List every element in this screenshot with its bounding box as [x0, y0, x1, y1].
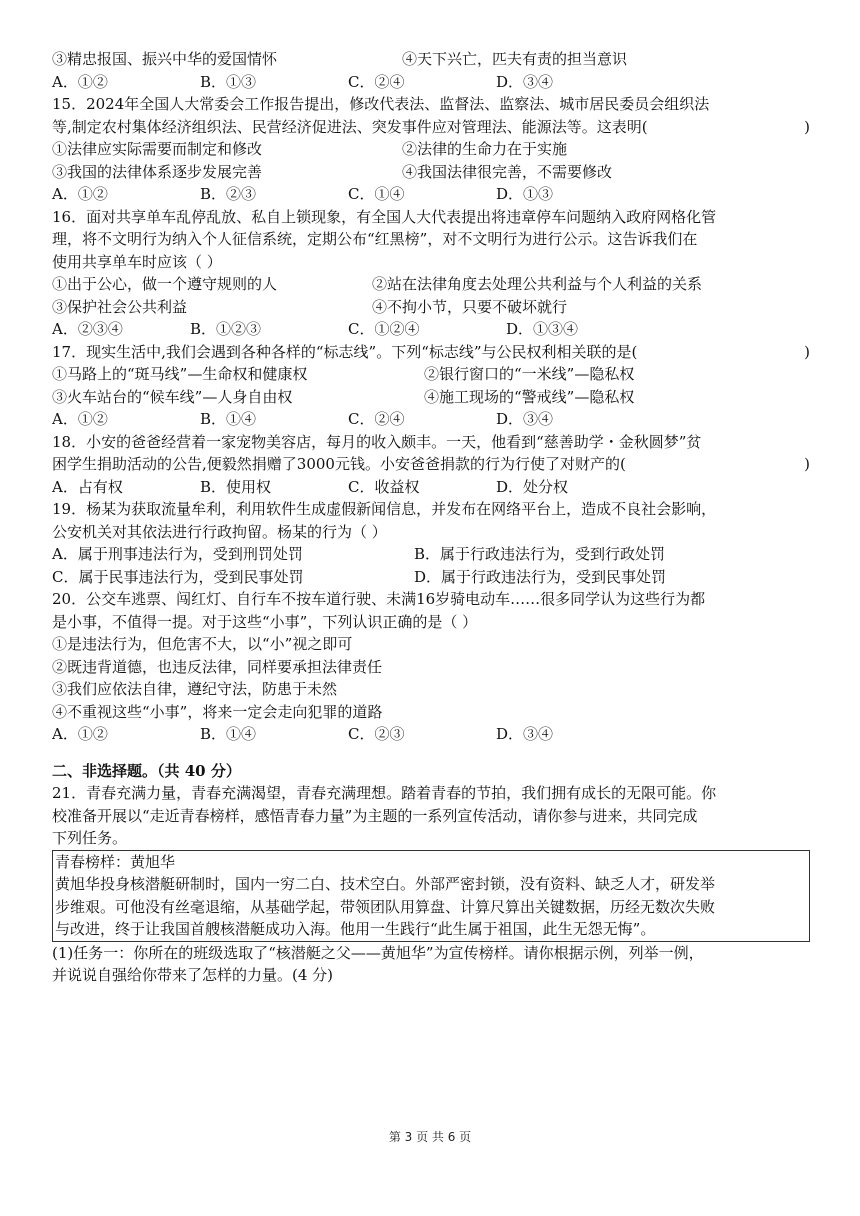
q14-choice-b[interactable]: B．①③ [200, 72, 257, 91]
q19-choices-row-1 [52, 543, 810, 566]
q14-statement-3: ③精忠报国、振兴中华的爱国情怀 [52, 50, 278, 68]
q16-choice-d[interactable]: D．①③④ [506, 320, 579, 338]
q18-choice-a[interactable]: A．占有权 [52, 477, 123, 496]
q16-statements-row-2 [52, 296, 810, 319]
q16-choices [52, 318, 810, 341]
exam-page [52, 48, 810, 987]
q18-choice-b[interactable]: B．使用权 [200, 477, 272, 496]
q19-choice-a[interactable]: A．属于刑事违法行为，受到刑罚处罚 [52, 545, 303, 563]
q20-choice-b[interactable]: B．①④ [200, 725, 257, 743]
q17-answer-paren: ) [804, 342, 810, 361]
q14-choice-d[interactable]: D．③④ [496, 72, 554, 91]
q16-stem-line-2: 理，将不文明行为纳入个人征信系统，定期公布“红黑榜”，对不文明行为进行公示。这告诉我们在 [52, 230, 698, 248]
q15-statement-1: ①法律应实际需要而制定和修改 [52, 140, 263, 158]
q15-statement-3: ③我国的法律体系逐步发展完善 [52, 162, 263, 181]
material-box-title: 青春榜样：黄旭华 [55, 852, 176, 871]
q20-statement-4: ④不重视这些“小事”，将来一定会走向犯罪的道路 [52, 702, 383, 721]
q17-stem-line-1 [52, 341, 810, 364]
q14-options-row [52, 48, 810, 71]
q16-choice-a[interactable]: A．②③④ [52, 320, 123, 338]
q14-choice-a[interactable]: A．①② [52, 72, 108, 91]
q17-statement-1: ①马路上的“斑马线”—生命权和健康权 [52, 365, 308, 383]
q19-choice-c[interactable]: C．属于民事违法行为，受到民事处罚 [52, 567, 304, 586]
q17-choice-b[interactable]: B．①④ [200, 410, 257, 428]
q19-choice-b[interactable]: B．属于行政违法行为，受到行政处罚 [414, 545, 666, 563]
q19-stem-line-1: 19．杨某为获取流量牟利，利用软件生成虚假新闻信息，并发布在网络平台上，造成不良社会影响， [52, 500, 717, 518]
q17-statements-row-2 [52, 386, 810, 409]
q20-statement-1: ①是违法行为，但危害不大，以“小”视之即可 [52, 635, 353, 653]
page-footer: 第 3 页 共 6 页 [388, 1130, 472, 1144]
q15-choice-b[interactable]: B．②③ [200, 185, 257, 203]
q21-stem-line-1: 21．青春充满力量，青春充满渴望，青春充满理想。踏着青春的节拍，我们拥有成长的无限可能。你 [52, 784, 717, 802]
q16-statement-2: ②站在法律角度去处理公共利益与个人利益的关系 [372, 275, 703, 293]
q21-stem-line-2: 校准备开展以“走近青春榜样，感悟青春力量”为主题的一系列宣传活动，请你参与进来，共同完成 [52, 806, 698, 825]
q15-stem-text: 等,制定农村集体经济组织法、民营经济促进法、突发事件应对管理法、能源法等。这表明( [52, 117, 648, 136]
q15-stem-line-1: 15．2024年全国人大常委会工作报告提出，修改代表法、监督法、监察法、城市居民委员会组织法 [52, 95, 710, 113]
q21-task1-line-1: (1)任务一：你所在的班级选取了“核潜艇之父——黄旭华”为宣传榜样。请你根据示例，列举一例， [52, 943, 704, 962]
q20-choice-d[interactable]: D．③④ [496, 725, 554, 743]
q18-choices [52, 476, 810, 499]
q15-choice-c[interactable]: C．①④ [348, 185, 405, 203]
q15-statement-2: ②法律的生命力在于实施 [402, 140, 568, 158]
material-line-2: 步维艰。可他没有丝毫退缩，从基础学起，带领团队用算盘、计算尺算出关键数据，历经无数次失败 [55, 897, 716, 916]
q17-statement-3: ③火车站台的“候车线”—人身自由权 [52, 387, 293, 406]
q18-choice-d[interactable]: D．处分权 [496, 477, 569, 496]
q18-stem-line-2 [52, 453, 810, 476]
q15-choices [52, 183, 810, 206]
q20-stem-line-1: 20．公交车逃票、闯红灯、自行车不按车道行驶、未满16岁骑电动车……很多同学认为这些行为都 [52, 590, 706, 608]
q15-statements-row-1 [52, 138, 810, 161]
q20-statement-2: ②既违背道德，也违反法律，同样要承担法律责任 [52, 657, 383, 676]
q18-choice-c[interactable]: C．收益权 [348, 477, 420, 496]
q17-choice-a[interactable]: A．①② [52, 410, 108, 428]
q20-choice-a[interactable]: A．①② [52, 725, 108, 743]
q20-choices [52, 723, 810, 746]
q17-choices [52, 408, 810, 431]
q16-statements-row-1 [52, 273, 810, 296]
q17-stem-text: 17．现实生活中,我们会遇到各种各样的“标志线”。下列“标志线”与公民权利相关联的是( [52, 342, 638, 361]
q17-statement-4: ④施工现场的“警戒线”—隐私权 [424, 387, 635, 406]
q15-stem-line-2 [52, 116, 810, 139]
q15-statements-row-2 [52, 161, 810, 184]
q17-statement-2: ②银行窗口的“一米线”—隐私权 [424, 365, 635, 383]
q19-choices-row-2 [52, 566, 810, 589]
q20-choice-c[interactable]: C．②③ [348, 725, 405, 743]
q21-stem-line-3: 下列任务。 [52, 829, 128, 847]
q16-statement-3: ③保护社会公共利益 [52, 297, 188, 316]
q21-task1-line-2: 并说说自强给你带来了怎样的力量。(4 分) [52, 966, 334, 984]
q19-choice-d[interactable]: D．属于行政违法行为，受到民事处罚 [414, 567, 667, 586]
q15-statement-4: ④我国法律很完善，不需要修改 [402, 162, 613, 181]
q14-choices [52, 71, 810, 94]
q17-statements-row-1 [52, 363, 810, 386]
q16-choice-b[interactable]: B．①②③ [190, 320, 262, 338]
q14-choice-c[interactable]: C．②④ [348, 72, 405, 91]
q18-answer-paren: ) [804, 455, 810, 473]
material-line-1: 黄旭华投身核潜艇研制时，国内一穷二白、技术空白。外部严密封锁，没有资料、缺乏人才，研发举 [55, 875, 716, 893]
q18-stem-text: 困学生捐助活动的公告,便毅然捐赠了3000元钱。小安爸爸捐款的行为行使了对财产的( [52, 455, 626, 473]
q17-choice-d[interactable]: D．③④ [496, 410, 554, 428]
q20-statement-3: ③我们应依法自律，遵纪守法，防患于未然 [52, 680, 338, 698]
material-line-3: 与改进，终于让我国首艘核潜艇成功入海。他用一生践行“此生属于祖国，此生无怨无悔”。 [55, 920, 656, 938]
q17-choice-c[interactable]: C．②④ [348, 410, 405, 428]
q16-stem-line-1: 16．面对共享单车乱停乱放、私自上锁现象，有全国人大代表提出将违章停车问题纳入政府网格化管 [52, 207, 717, 226]
q16-statement-4: ④不拘小节，只要不破坏就行 [372, 297, 568, 316]
q19-stem-line-2: 公安机关对其依法进行行政拘留。杨某的行为（ ） [52, 522, 387, 541]
material-box [52, 850, 810, 942]
q16-choice-c[interactable]: C．①②④ [348, 320, 420, 338]
q20-stem-line-2: 是小事，不值得一提。对于这些“小事”，下列认识正确的是（ ） [52, 612, 478, 631]
q16-stem-line-3: 使用共享单车时应该（ ） [52, 252, 222, 271]
q16-statement-1: ①出于公心，做一个遵守规则的人 [52, 275, 278, 293]
q18-stem-line-1: 18．小安的爸爸经营着一家宠物美容店，每月的收入颇丰。一天，他看到“慈善助学・金秋圆梦”贫 [52, 432, 702, 451]
q15-choice-a[interactable]: A．①② [52, 185, 108, 203]
q14-statement-4: ④天下兴亡，匹夫有责的担当意识 [402, 50, 628, 68]
q15-choice-d[interactable]: D．①③ [496, 185, 554, 203]
section-heading: 二、非选择题。（共 40 分） [52, 761, 241, 780]
q15-answer-paren: ) [804, 117, 810, 136]
